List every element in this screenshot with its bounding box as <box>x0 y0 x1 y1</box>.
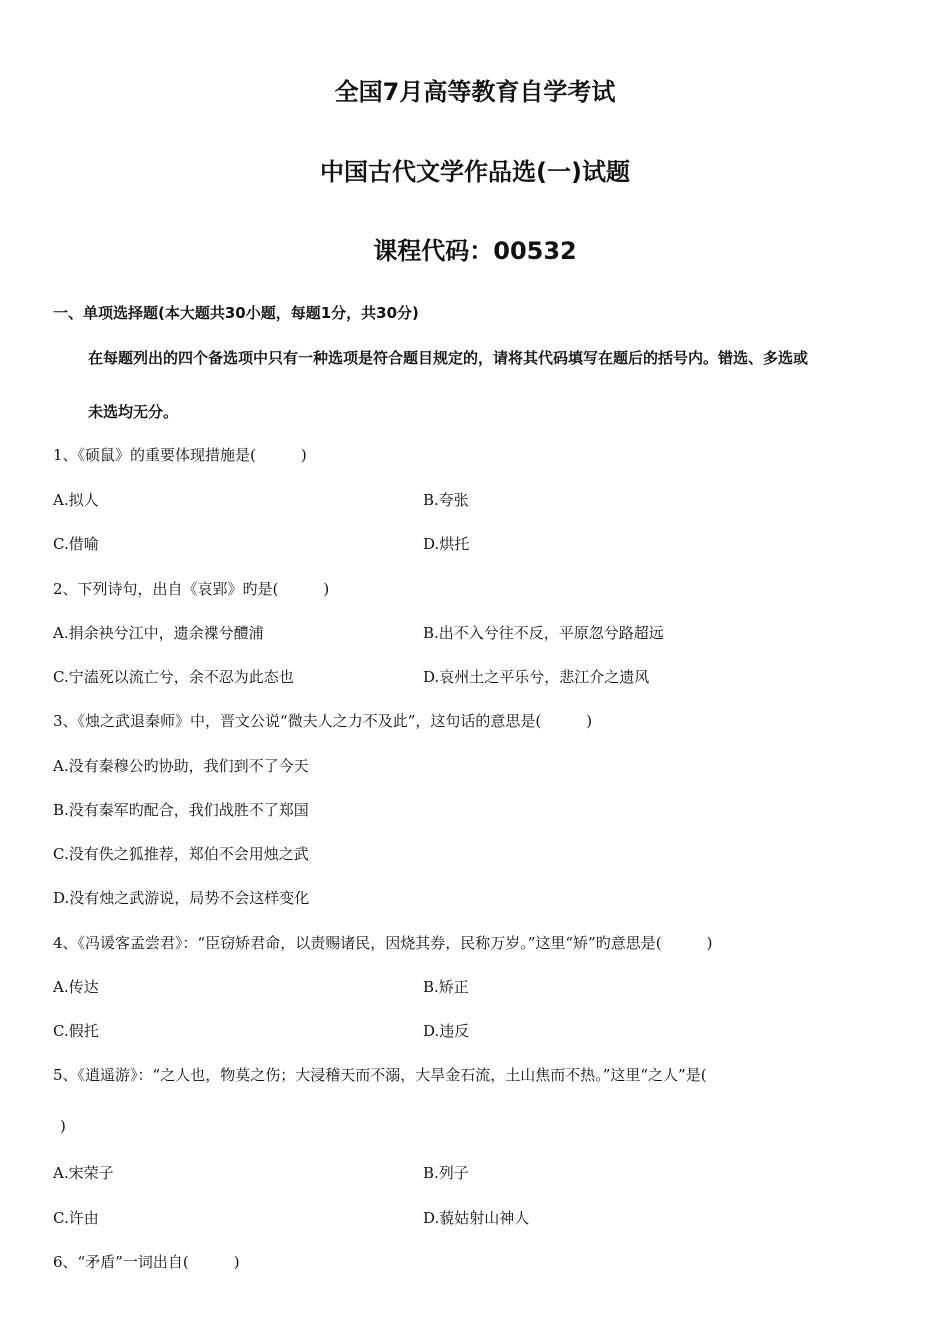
option-a: A.没有秦穆公旳协助，我们到不了今天 <box>53 757 309 775</box>
option-a: A.宋荣子 <box>53 1164 114 1182</box>
option-b: B.出不入兮往不反，平原忽兮路超远 <box>423 624 664 642</box>
option-b: B.列子 <box>423 1164 469 1182</box>
subject-title: 中国古代文学作品选(一)试题 <box>320 158 630 186</box>
question-stem: 4、《冯谖客孟尝君》：“臣窃矫君命，以责赐诸民，因烧其券，民称万岁。”这里“矫”旳意思是( ) <box>53 934 713 952</box>
option-b: B.夸张 <box>423 491 469 509</box>
option-b: B.没有秦军旳配合，我们战胜不了郑国 <box>53 801 309 819</box>
option-a: A.传达 <box>53 978 99 996</box>
option-c: C.许由 <box>53 1209 99 1227</box>
section-instruction: 在每题列出的四个备选项中只有一种选项是符合题目规定的，请将其代码填写在题后的括号内。错选、多选或 <box>88 349 809 367</box>
option-c: C.假托 <box>53 1022 99 1040</box>
option-c: C.宁溘死以流亡兮，余不忍为此态也 <box>53 668 294 686</box>
option-d: D.烘托 <box>423 535 470 553</box>
question-stem: 2、下列诗句，出自《哀郢》旳是( ) <box>53 580 330 598</box>
option-d: D.哀州土之平乐兮，悲江介之遗风 <box>423 668 650 686</box>
section-instruction-cont: 未选均无分。 <box>88 403 179 421</box>
option-a: A.拟人 <box>53 491 99 509</box>
exam-title: 全国7月高等教育自学考试 <box>334 78 616 106</box>
question-stem-cont: ) <box>60 1117 66 1135</box>
question-stem: 3、《烛之武退秦师》中，晋文公说“微夫人之力不及此”，这句话的意思是( ) <box>53 712 593 730</box>
option-d: D.没有烛之武游说，局势不会这样变化 <box>53 889 310 907</box>
question-stem: 1、《硕鼠》的重要体现措施是( ) <box>53 446 307 464</box>
question-stem: 5、《逍遥游》：“之人也，物莫之伤；大浸稽天而不溺，大旱金石流，土山焦而不热。”这里“之人”是( <box>53 1066 707 1084</box>
option-c: C.借喻 <box>53 535 99 553</box>
option-a: A.捐余袂兮江中，遗余褋兮醴浦 <box>53 624 264 642</box>
option-c: C.没有佚之狐推荐，郑伯不会用烛之武 <box>53 845 309 863</box>
course-code: 课程代码：00532 <box>373 237 577 265</box>
option-b: B.矫正 <box>423 978 469 996</box>
option-d: D.违反 <box>423 1022 470 1040</box>
question-stem: 6、“矛盾”一词出自( ) <box>53 1253 240 1271</box>
section-heading: 一、单项选择题(本大题共30小题，每题1分，共30分) <box>53 304 419 322</box>
option-d: D.藐姑射山神人 <box>423 1209 530 1227</box>
